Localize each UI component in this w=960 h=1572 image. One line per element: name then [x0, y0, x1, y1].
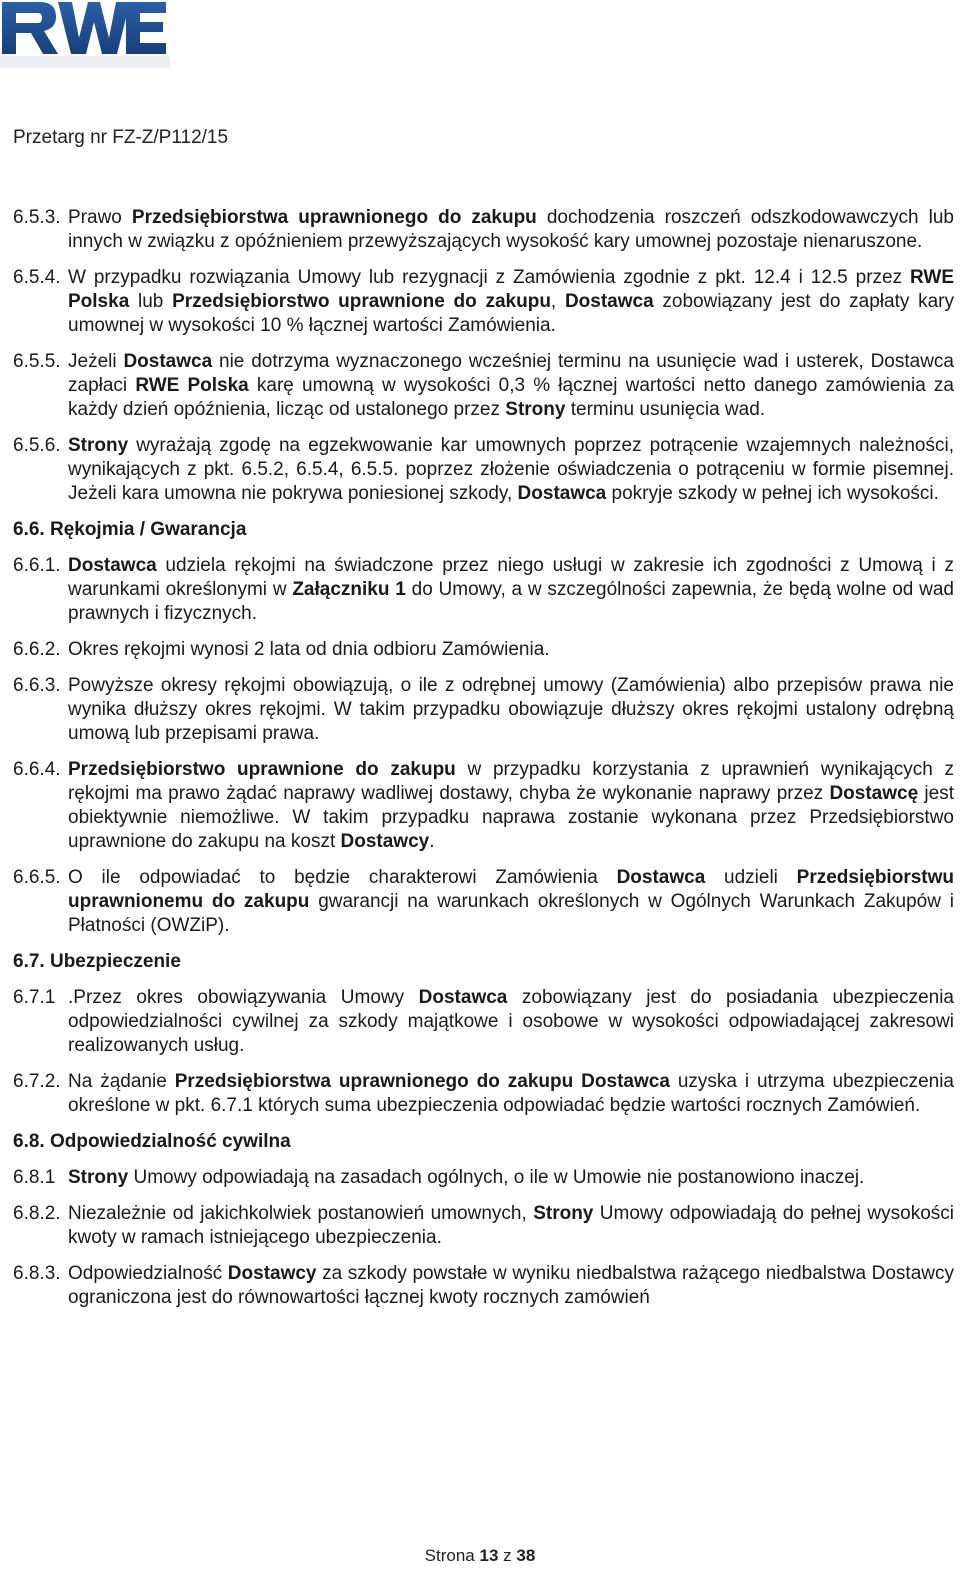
text-run: , [550, 291, 565, 312]
clause [13, 638, 954, 662]
clause [13, 554, 954, 626]
clause-text [68, 266, 954, 338]
clause-number: 6.6.3. [13, 675, 61, 696]
text-run: w przypadku korzystania z uprawnień wynikających z rękojmi ma prawo żądać naprawy wadliwej dostawy, chyba że wykonanie naprawy przez [68, 759, 954, 804]
text-run: nie dotrzyma wyznaczonego wcześniej terminu na usunięcie wad i usterek, Dostawca zapłaci [68, 351, 954, 396]
clause-number: 6.5.6. [13, 435, 61, 456]
bold-term: Strony [533, 1203, 594, 1224]
clause-text [68, 1262, 954, 1310]
clause-text [68, 866, 954, 938]
text-run: Okres rękojmi wynosi 2 lata od dnia odbioru Zamówienia. [68, 639, 550, 660]
text-run: jest obiektywnie niemożliwe. W takim przypadku naprawa zostanie wykonana przez Przedsiębiorstwo uprawnione do zakupu na koszt [68, 783, 954, 852]
clause-text [68, 674, 954, 746]
document-body [13, 206, 954, 1322]
clause [13, 206, 954, 254]
bold-term: Przedsiębiorstwo uprawnione do zakupu [68, 759, 456, 780]
clause [13, 866, 954, 938]
bold-term: Strony [68, 435, 129, 456]
text-run: gwarancji na warunkach określonych w Ogólnych Warunkach Zakupów i Płatności (OWZiP). [68, 891, 954, 936]
text-run: do Umowy, a w szczególności zapewnia, że będą wolne od wad prawnych i fizycznych. [68, 579, 954, 624]
clause [13, 1070, 954, 1118]
clause-number: 6.8.3. [13, 1263, 61, 1284]
text-run: za szkody powstałe w wyniku niedbalstwa rażącego niedbalstwa Dostawcy ograniczona jest do równowartości łącznej kwoty rocznych zamówień [68, 1263, 954, 1308]
text-run: Powyższe okresy rękojmi obowiązują, o ile z odrębnej umowy (Zamówienia) albo przepisów prawa nie wynika dłuższy okres rękojmi. W takim przypadku obowiązuje dłuższy okres rękojmi ustalony odrębną umową lub przepisami prawa. [68, 675, 954, 744]
text-run: uzyska i utrzyma ubezpieczenia określone w pkt. 6.7.1 których suma ubezpieczenia odpowiadać będzie wartości rocznych Zamówień. [68, 1071, 954, 1116]
bold-term: Dostawca [418, 987, 508, 1008]
bold-term: Dostawca [616, 867, 706, 888]
bold-term: Przedsiębiorstwa uprawnionego do zakupu [131, 207, 537, 228]
text-run: Prawo [68, 207, 132, 228]
clause [13, 350, 954, 422]
clause-number: 6.6.1. [13, 555, 61, 576]
text-run: Umowy odpowiadają na zasadach ogólnych, o ile w Umowie nie postanowiono inaczej. [128, 1167, 865, 1188]
bold-term: Przedsiębiorstwa uprawnionego do zakupu Dostawca [174, 1071, 670, 1092]
clause-text [68, 434, 954, 506]
bold-term: Dostawca [68, 555, 157, 576]
bold-term: RWE Polska [135, 375, 249, 396]
footer-prefix: Strona [424, 1546, 475, 1565]
text-run: udziela rękojmi na świadczone przez niego usługi w zakresie ich zgodności z Umową i z warunkami określonymi w [68, 555, 954, 600]
rwe-logo [0, 0, 170, 70]
text-run: zobowiązany jest do posiadania ubezpieczenia odpowiedzialności cywilnej za szkody majątkowe i osobowe w wysokości odpowiadającej zakresowi realizowanych usług. [68, 987, 954, 1056]
text-run: dochodzenia roszczeń odszkodowawczych lub innych w związku z opóźnieniem przewyższających wysokość kary umownej pozostaje nienaruszone. [68, 207, 955, 252]
clause [13, 758, 954, 854]
bold-term: Strony [68, 1167, 129, 1188]
clause [13, 986, 954, 1058]
text-run: wyrażają zgodę na egzekwowanie kar umownych poprzez potrącenie wzajemnych należności, wynikających z pkt. 6.5.2, 6.5.4, 6.5.5. poprzez złożenie oświadczenia o potrąceniu w formie pisemnej. Jeżeli kara umowna nie pokrywa poniesionej szkody, [68, 435, 954, 504]
clause [13, 266, 954, 338]
bold-term: Dostawcę [829, 783, 919, 804]
text-run: . [429, 831, 435, 852]
clause [13, 1166, 954, 1190]
bold-term: Dostawca [517, 483, 607, 504]
clause-text [68, 1202, 954, 1250]
bold-term: Dostawcy [340, 831, 430, 852]
clause-number: 6.6.5. [13, 867, 61, 888]
text-run: karę umowną w wysokości 0,3 % łącznej wartości netto danego zamówienia za każdy dzień opóźnienia, licząc od ustalonego przez [68, 375, 954, 420]
clause [13, 1262, 954, 1310]
clause-text [68, 554, 954, 626]
text-run: terminu usunięcia wad. [565, 399, 766, 420]
clause-text [68, 350, 954, 422]
text-run: .Przez okres obowiązywania Umowy [68, 987, 419, 1008]
footer-middle: z [503, 1546, 512, 1565]
bold-term: Dostawca [564, 291, 654, 312]
clause-text [68, 758, 954, 854]
clause [13, 434, 954, 506]
clause-number: 6.8.1 [13, 1167, 56, 1188]
clause-number: 6.8.2. [13, 1203, 61, 1224]
bold-term: Dostawcy [227, 1263, 317, 1284]
clause [13, 674, 954, 746]
clause-number: 6.7.2. [13, 1071, 61, 1092]
text-run: udzieli [705, 867, 797, 888]
text-run: pokryje szkody w pełnej ich wysokości. [606, 483, 939, 504]
clause-number: 6.7.1 [13, 987, 56, 1008]
text-run: O ile odpowiadać to będzie charakterowi Zamówienia [68, 867, 617, 888]
bold-term: RWE Polska [68, 267, 954, 312]
section-heading: 6.8. Odpowiedzialność cywilna [13, 1131, 291, 1152]
section-heading: 6.6. Rękojmia / Gwarancja [13, 519, 247, 540]
text-run: zobowiązany jest do zapłaty kary umownej w wysokości 10 % łącznej wartości Zamówienia. [68, 291, 954, 336]
tender-number: Przetarg nr FZ-Z/P112/15 [13, 127, 229, 148]
page-total: 38 [516, 1546, 536, 1565]
clause-number: 6.5.5. [13, 351, 61, 372]
bold-term: Strony [505, 399, 566, 420]
clause-number: 6.5.4. [13, 267, 61, 288]
bold-term: Załączniku 1 [292, 579, 406, 600]
page-number: 13 [479, 1546, 499, 1565]
page-footer [0, 1546, 960, 1566]
clause-text [68, 206, 954, 254]
clause-text [68, 1070, 954, 1118]
text-run: Odpowiedzialność [68, 1263, 228, 1284]
text-run: lub [129, 291, 173, 312]
bold-term: Przedsiębiorstwo uprawnione do zakupu [172, 291, 551, 312]
bold-term: Dostawca [123, 351, 213, 372]
clause-number: 6.5.3. [13, 207, 61, 228]
clause-number: 6.6.2. [13, 639, 61, 660]
text-run: Jeżeli [68, 351, 124, 372]
clause-number: 6.6.4. [13, 759, 61, 780]
clause-text [68, 1166, 954, 1190]
clause-text [68, 638, 954, 662]
text-run: Niezależnie od jakichkolwiek postanowień umownych, [68, 1203, 534, 1224]
text-run: Umowy odpowiadają do pełnej wysokości kwoty w ramach istniejącego ubezpieczenia. [68, 1203, 954, 1248]
text-run: W przypadku rozwiązania Umowy lub rezygnacji z Zamówienia zgodnie z pkt. 12.4 i 12.5 przez [68, 267, 911, 288]
clause [13, 1202, 954, 1250]
clause-text [68, 986, 954, 1058]
section-heading: 6.7. Ubezpieczenie [13, 951, 181, 972]
text-run: Na żądanie [68, 1071, 175, 1092]
bold-term: Przedsiębiorstwu uprawnionemu do zakupu [68, 867, 954, 912]
